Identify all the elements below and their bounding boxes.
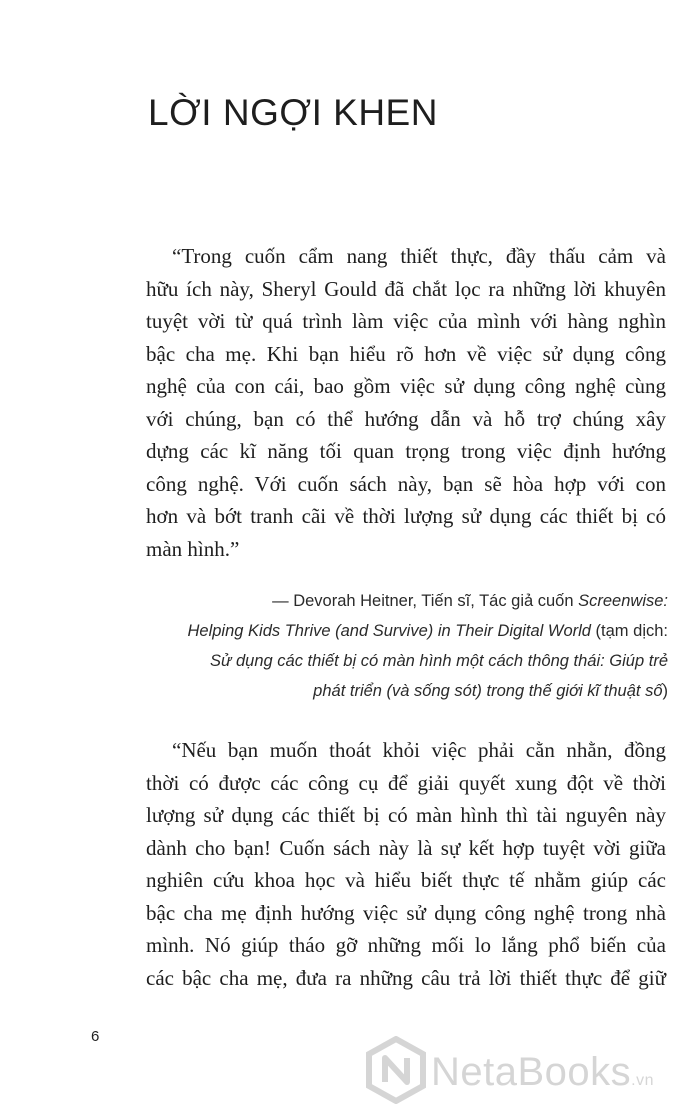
quote-line: nghiên cứu khoa học và hiểu biết thực tế nhằm giúp các [146,868,666,892]
quote-line: hơn và bớt tranh cãi về thời lượng sử dụng các thiết bị có [146,504,666,528]
attribution-line-1 [128,586,668,616]
page-title: LỜI NGỢI KHEN [148,92,438,133]
quote-line: “Nếu bạn muốn thoát khỏi việc phải cằn nhằn, đồng [172,738,666,762]
quote-line: lượng sử dụng các thiết bị có màn hình thì tài nguyên này [146,803,666,827]
quote-line: màn hình.” [146,536,240,561]
attribution-credentials: , Tiến sĩ, Tác giả cuốn [412,592,579,610]
quote-line: các bậc cha mẹ, đưa ra những câu trả lời thiết thực để giữ [146,965,666,990]
attribution-dash: — [272,592,294,610]
attribution-author: Devorah Heitner [293,592,413,610]
quote-line: hữu ích này, Sheryl Gould đã chắt lọc ra những lời khuyên [146,276,666,301]
quote-attribution [128,586,668,706]
quote-line: nghệ của con cái, bao gồm việc sử dụng công nghệ cùng [146,374,666,398]
attribution-translation-2: phát triển (và sống sót) trong thế giới kĩ thuật số [313,682,663,700]
watermark-brand-name: NetaBooks [431,1050,632,1094]
quote-line: tuyệt vời từ quá trình làm việc của mình với hàng nghìn [146,309,666,333]
netabooks-logo-icon [365,1036,427,1104]
watermark [365,1036,690,1106]
attribution-translation-1: Sử dụng các thiết bị có màn hình một cách thông thái: Giúp trẻ [209,652,668,670]
attribution-book-title-1: Screenwise: [578,592,668,610]
page-number: 6 [91,1028,100,1045]
quote-line: với chúng, bạn có thể hướng dẫn và hỗ trợ chúng xây [146,406,666,431]
watermark-brand [431,1050,654,1095]
attribution-translation-suffix: ) [662,682,668,700]
quote-line: bậc cha mẹ định hướng việc sử dụng công nghệ trong nhà [146,900,666,925]
attribution-translation-prefix: (tạm dịch: [590,622,668,640]
quote-line: “Trong cuốn cẩm nang thiết thực, đầy thấu cảm và [172,244,666,268]
quote-line: dành cho bạn! Cuốn sách này là sự kết hợp tuyệt vời giữa [146,835,666,860]
attribution-book-title-2: Helping Kids Thrive (and Survive) in Their Digital World [187,622,591,640]
quote-paragraph-1 [146,240,666,565]
watermark-tld: .vn [631,1072,655,1089]
quote-line: công nghệ. Với cuốn sách này, bạn sẽ hòa hợp với con [146,471,666,496]
quote-line: mình. Nó giúp tháo gỡ những mối lo lắng phổ biến của [146,933,666,957]
attribution-line-2 [128,616,668,646]
attribution-line-4 [128,676,668,706]
quote-line: bậc cha mẹ. Khi bạn hiểu rõ hơn về việc sử dụng công [146,341,666,366]
quote-line: dựng các kĩ năng tối quan trọng trong việc định hướng [146,439,666,463]
quote-line: thời có được các công cụ để giải quyết xung đột về thời [146,770,666,795]
quote-paragraph-2 [146,734,666,994]
